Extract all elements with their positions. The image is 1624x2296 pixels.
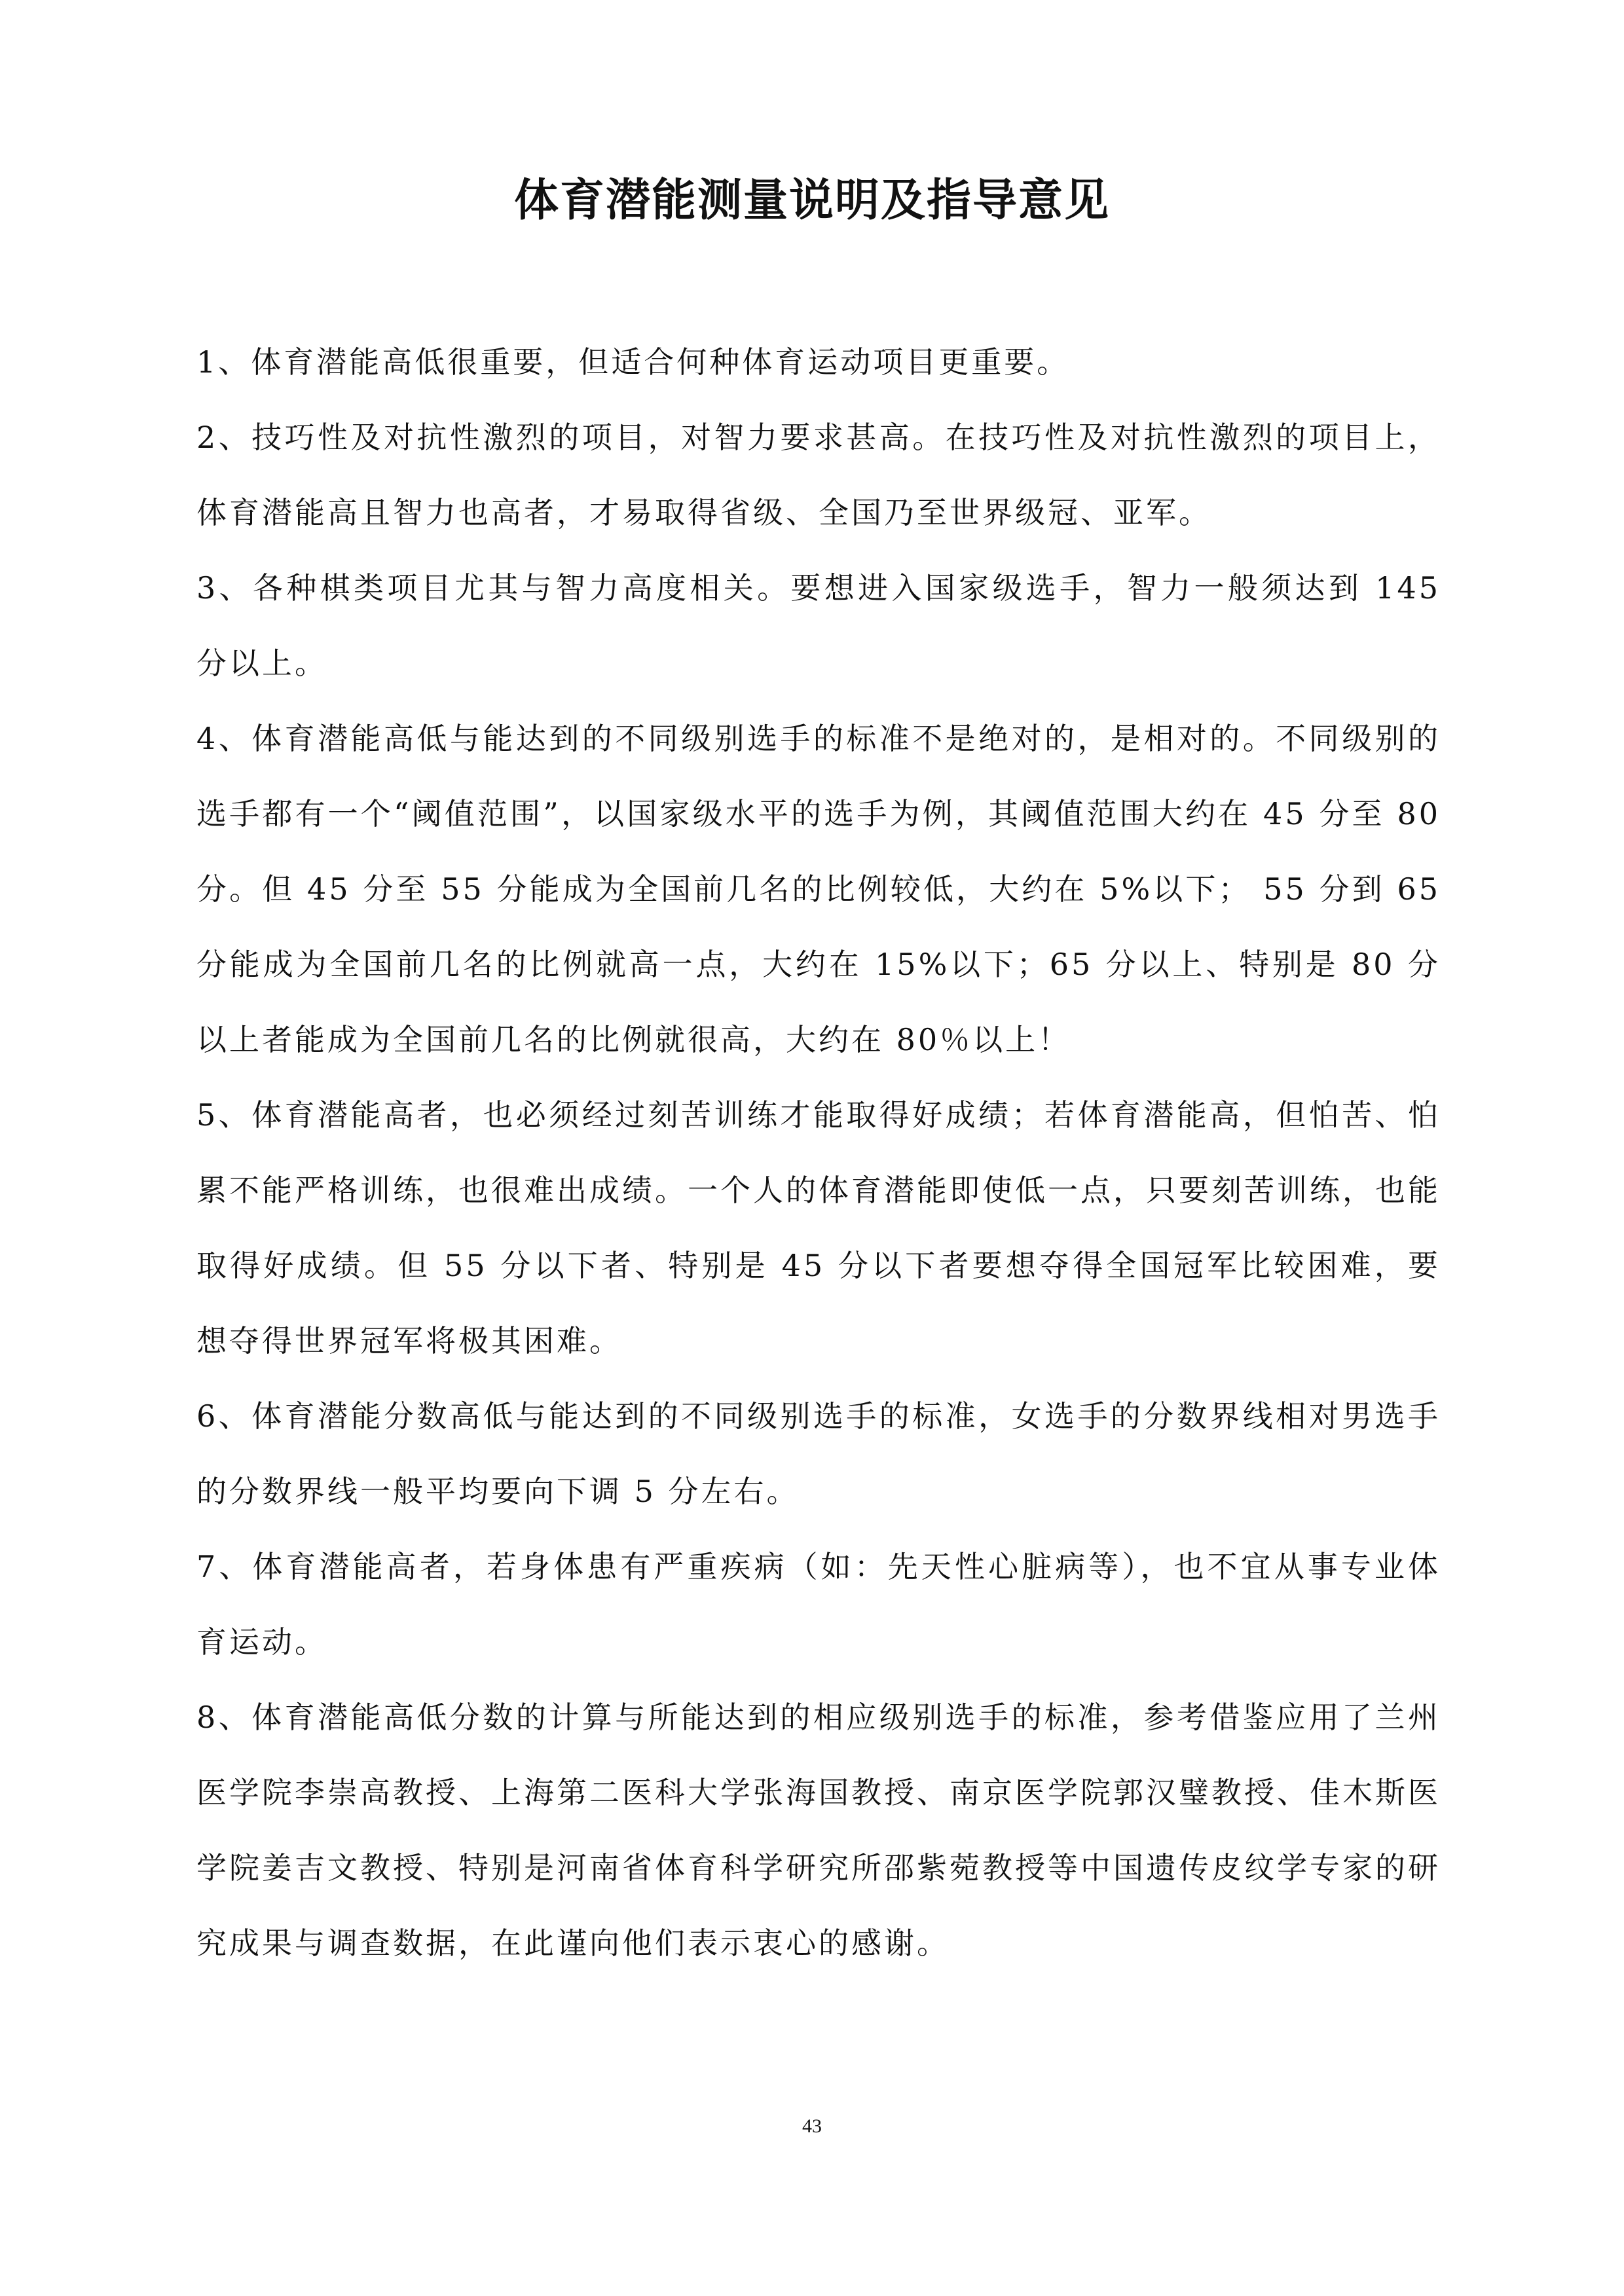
paragraph-6: 6、体育潜能分数高低与能达到的不同级别选手的标准，女选手的分数界线相对男选手的分数界线一般平均要向下调 5 分左右。 <box>196 1398 1441 1509</box>
paragraph-2: 2、技巧性及对抗性激烈的项目，对智力要求甚高。在技巧性及对抗性激烈的项目上，体育潜能高且智力也高者，才易取得省级、全国乃至世界级冠、亚军。 <box>196 420 1441 530</box>
paragraph-1: 1、体育潜能高低很重要，但适合何种体育运动项目更重要。 <box>196 344 1070 380</box>
paragraph-4: 4、体育潜能高低与能达到的不同级别选手的标准不是绝对的，是相对的。不同级别的选手都有一个“阈值范围”，以国家级水平的选手为例，其阈值范围大约在 45 分至 80 分。但 45 分至 55 分能成为全国前几名的比例较低，大约在 5%以下； 55 分到 65 分能成为全国前几名的比例就高一点，大约在 15%以下；65 分以上、特别是 80 分以上者能成为全国前几名的比例就很高，大约在 80％以上！ <box>196 721 1441 1057</box>
page-number: 43 <box>802 2115 822 2137</box>
document-body <box>196 325 1441 1981</box>
paragraph-3: 3、各种棋类项目尤其与智力高度相关。要想进入国家级选手，智力一般须达到 145 分以上。 <box>196 570 1441 681</box>
page-title: 体育潜能测量说明及指导意见 <box>513 175 1110 227</box>
paragraph-8: 8、体育潜能高低分数的计算与所能达到的相应级别选手的标准，参考借鉴应用了兰州医学院李崇高教授、上海第二医科大学张海国教授、南京医学院郭汉璧教授、佳木斯医学院姜吉文教授、特别是河南省体育科学研究所邵紫菀教授等中国遗传皮纹学专家的研究成果与调查数据，在此谨向他们表示衷心的感谢。 <box>196 1700 1441 1961</box>
paragraph-5: 5、体育潜能高者，也必须经过刻苦训练才能取得好成绩；若体育潜能高，但怕苦、怕累不能严格训练，也很难出成绩。一个人的体育潜能即使低一点，只要刻苦训练，也能取得好成绩。但 55 分以下者、特别是 45 分以下者要想夺得全国冠军比较困难，要想夺得世界冠军将极其困难。 <box>196 1097 1441 1358</box>
paragraph-7: 7、体育潜能高者，若身体患有严重疾病（如：先天性心脏病等），也不宜从事专业体育运动。 <box>196 1549 1441 1660</box>
